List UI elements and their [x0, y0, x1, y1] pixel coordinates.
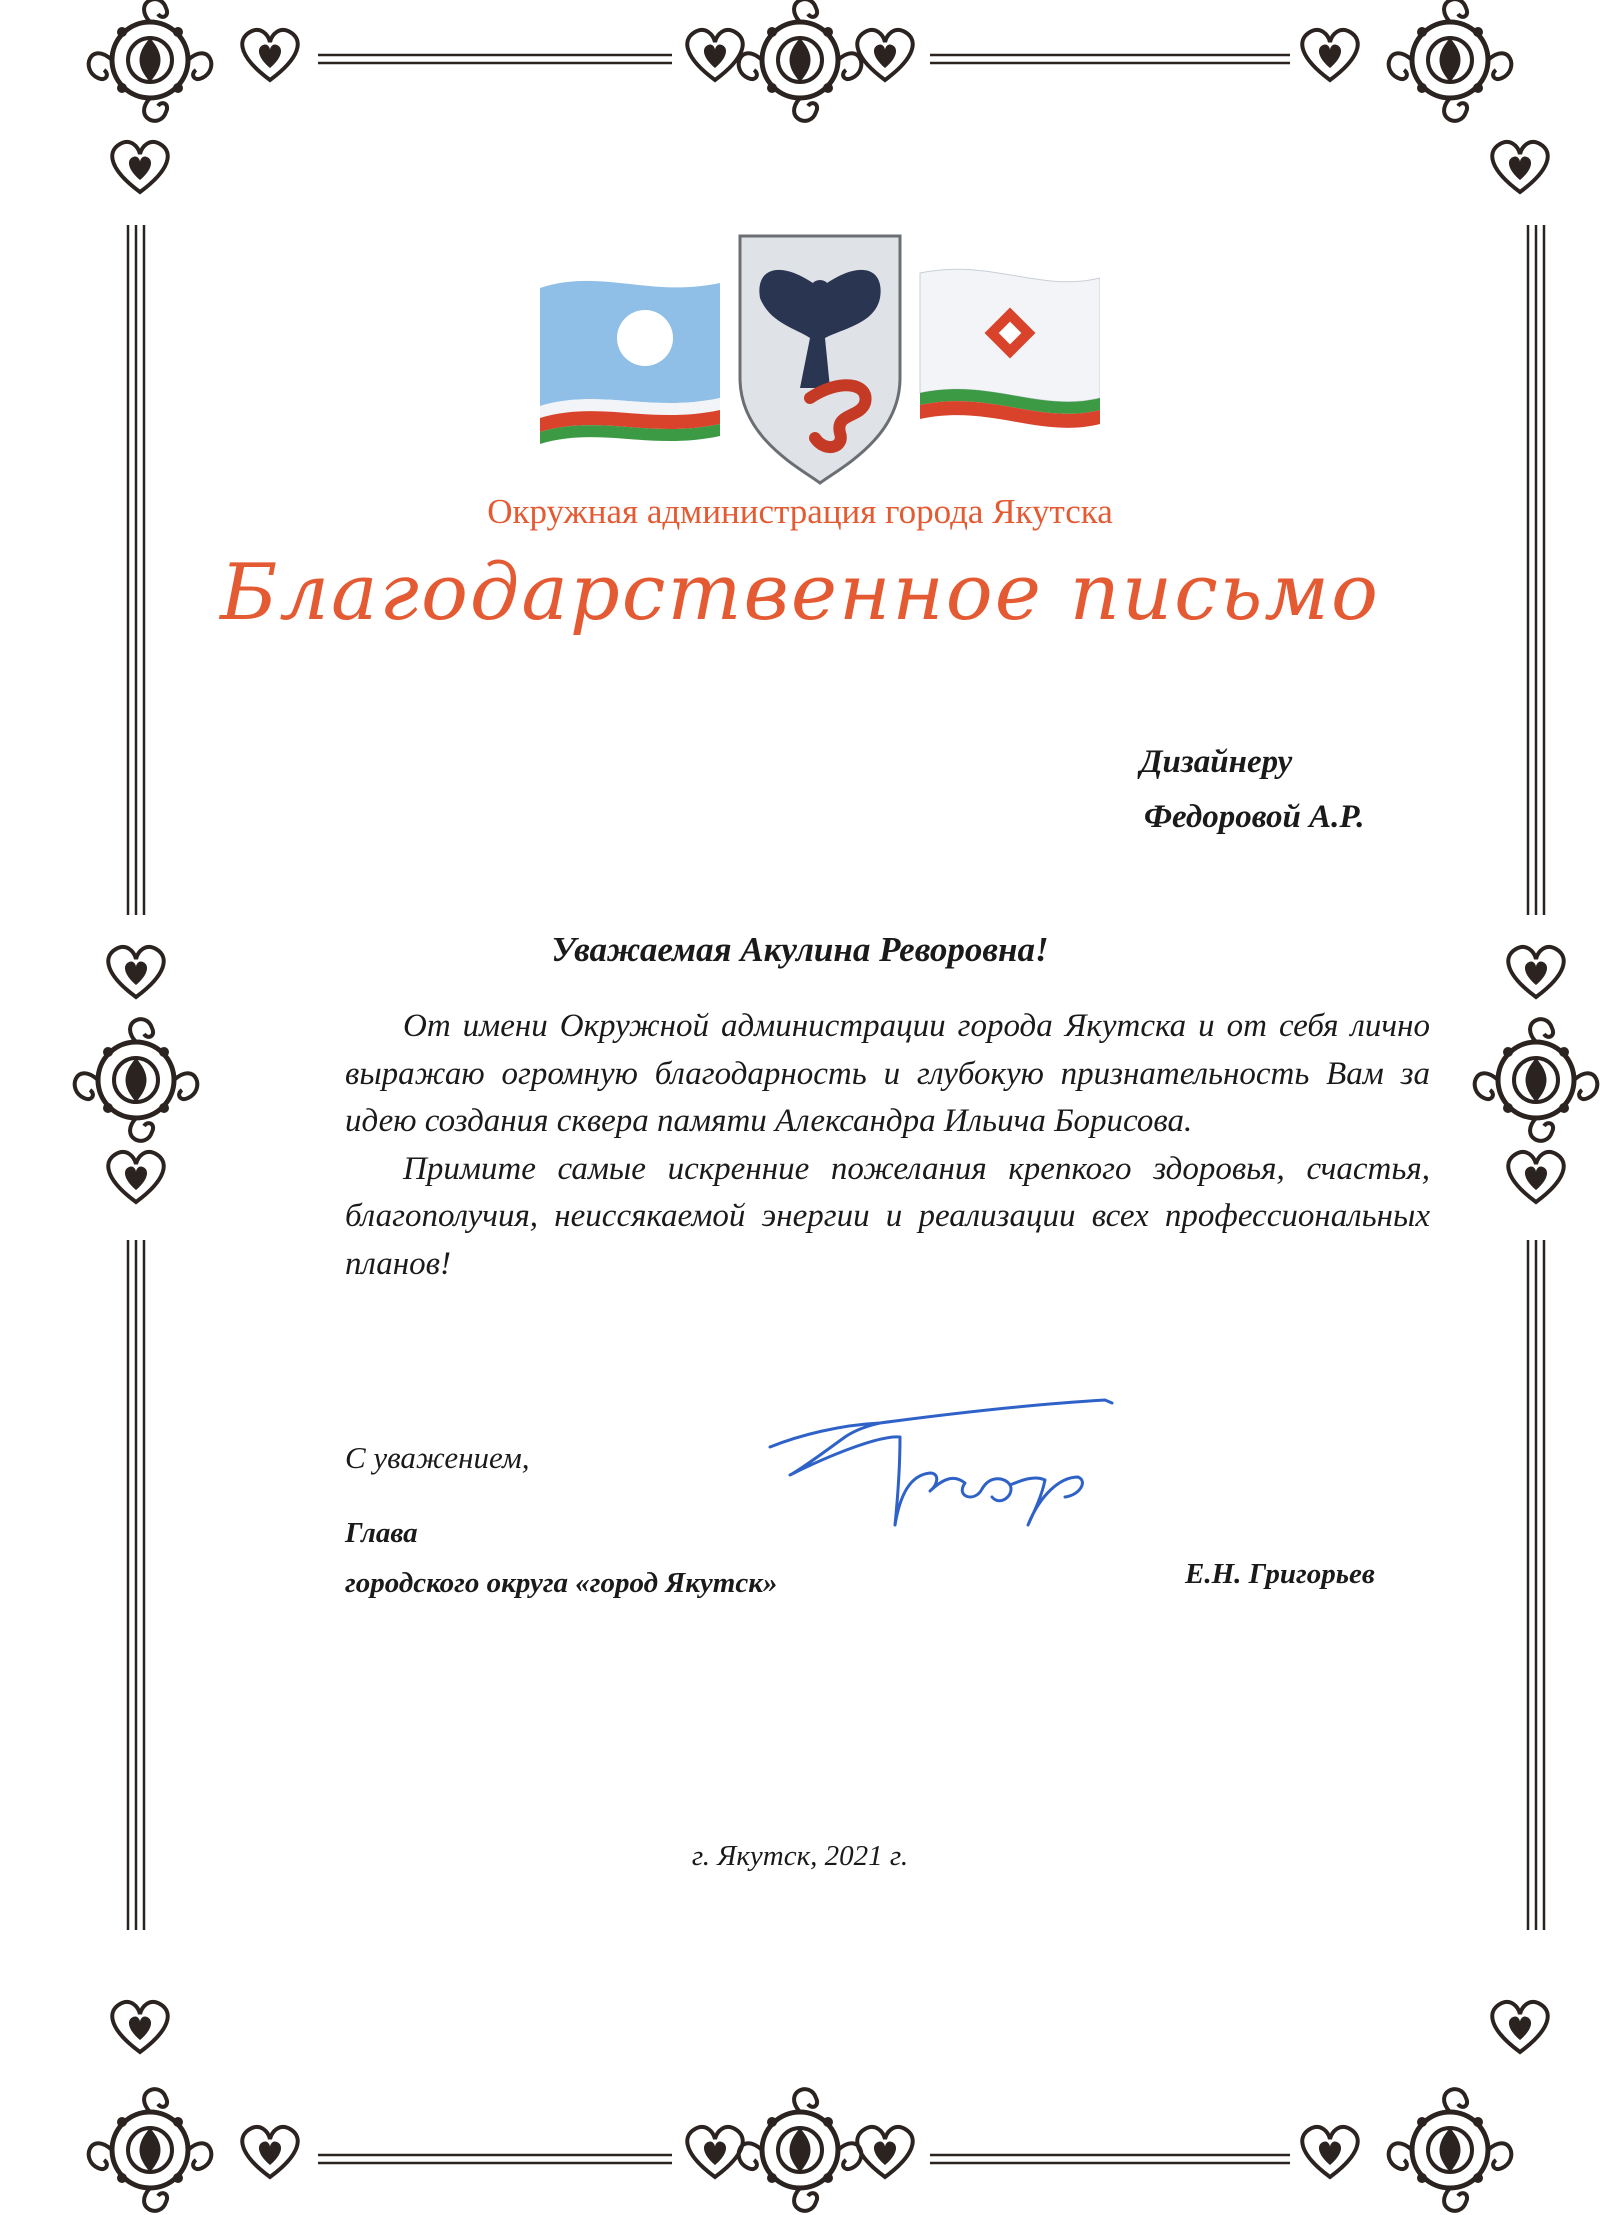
coat-of-arms-emblem: [540, 228, 1100, 490]
signatory-position-line: Глава: [345, 1517, 418, 1549]
closing-phrase: С уважением,: [345, 1440, 530, 1475]
letter-body: [345, 1003, 1430, 1288]
recipient-name: Федоровой А.Р.: [1144, 799, 1365, 835]
signatory-position: [345, 1508, 777, 1608]
signatory-name: Е.Н. Григорьев: [1185, 1558, 1375, 1590]
handwritten-signature: [760, 1385, 1140, 1570]
body-paragraph: Примите самые искренние пожелания крепкого здоровья, счастья, благополучия, неиссякаемой энергии и реализации всех профессиональных планов!: [345, 1150, 1430, 1282]
greeting: Уважаемая Акулина Реворовна!: [551, 930, 1049, 969]
letter-title: Благодарственное письмо: [220, 548, 1380, 638]
body-paragraph: От имени Окружной администрации города Якутска и от себя лично выражаю огромную благодарность и глубокую признательность Вам за идею создания сквера памяти Александра Ильича Борисова.: [345, 1008, 1430, 1139]
place-and-date: г. Якутск, 2021 г.: [691, 1840, 909, 1872]
recipient-block: [1140, 735, 1470, 845]
shield-eagle-sable-icon: [740, 236, 900, 483]
signatory-position-line: городского округа «город Якутск»: [345, 1567, 778, 1599]
recipient-position: Дизайнеру: [1140, 744, 1293, 780]
organization-name: Окружная администрация города Якутска: [487, 492, 1113, 531]
